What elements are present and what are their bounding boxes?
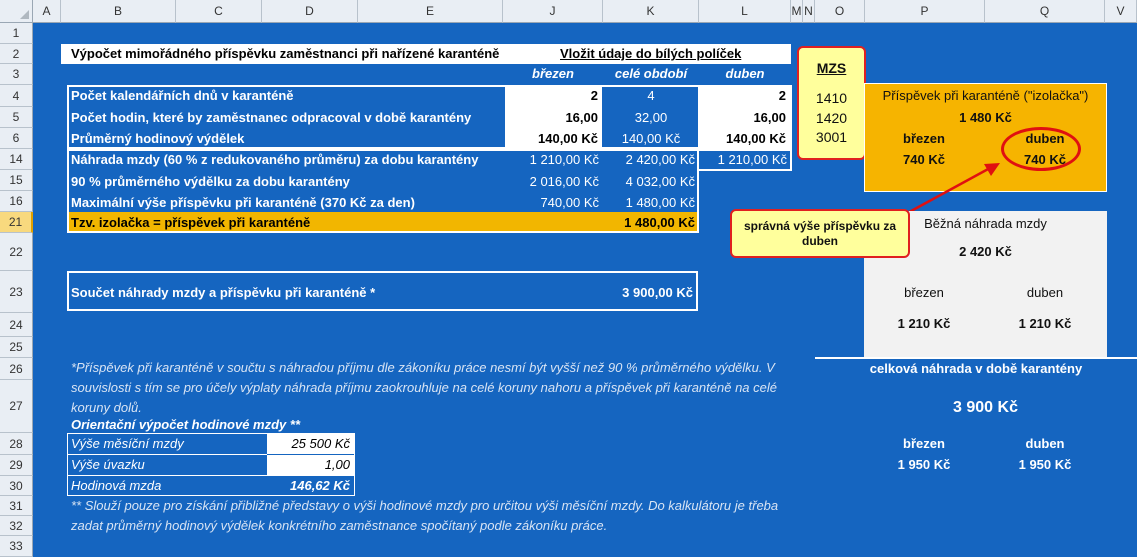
row-header[interactable]: 5 [0, 107, 33, 128]
label-hodinova-mzda: Hodinová mzda [71, 478, 162, 493]
cell-max-brezen[interactable]: 740,00 Kč [540, 195, 599, 210]
col-label-brezen: březen [532, 66, 574, 81]
cell-soucet-value[interactable]: 3 900,00 Kč [622, 285, 693, 300]
label-prumerny-vydelek: Průměrný hodinový výdělek [71, 131, 245, 146]
row-header[interactable]: 4 [0, 85, 33, 107]
celkova-title: celková náhrada v době karantény [869, 361, 1083, 376]
row-header[interactable]: 2 [0, 44, 33, 64]
input-hint: Vložit údaje do bílých políček [560, 46, 742, 61]
col-label-duben: duben [725, 66, 765, 81]
row-header[interactable]: 6 [0, 128, 33, 149]
mzs-code-1: 1410 [815, 90, 848, 106]
label-90-procent: 90 % průměrného výdělku za dobu karantény [71, 174, 350, 189]
cell-dny-celkem[interactable]: 4 [647, 88, 655, 103]
column-header-e[interactable]: E [358, 0, 503, 23]
cell-max-celkem[interactable]: 1 480,00 Kč [625, 195, 695, 210]
celkova-total: 3 900 Kč [953, 399, 1018, 416]
orientacni-title: Orientační výpočet hodinové mzdy ** [71, 417, 300, 432]
label-soucet: Součet náhrady mzdy a příspěvku při karanténě * [71, 285, 376, 300]
prispevek-duben-value: 740 Kč [1024, 152, 1066, 167]
column-header-k[interactable]: K [603, 0, 699, 23]
cell-vydelek-duben[interactable]: 140,00 Kč [726, 131, 786, 146]
mzs-code-3: 3001 [815, 129, 848, 145]
cell-nahrada-brezen[interactable]: 1 210,00 Kč [529, 152, 599, 167]
label-mesicni-mzda: Výše měsíční mzdy [71, 436, 184, 451]
row-header-selected[interactable]: 21 [0, 212, 33, 233]
prispevek-total: 1 480 Kč [959, 110, 1012, 125]
cell-90-brezen[interactable]: 2 016,00 Kč [529, 174, 599, 189]
cell-vydelek-brezen[interactable]: 140,00 Kč [538, 131, 598, 146]
prispevek-title: Příspěvek při karanténě ("izolačka") [882, 88, 1089, 103]
label-uvazek: Výše úvazku [71, 457, 145, 472]
cell-dny-brezen[interactable]: 2 [590, 88, 598, 103]
row-header[interactable]: 15 [0, 170, 33, 191]
row-header[interactable]: 3 [0, 64, 33, 85]
border-line [815, 357, 1137, 359]
input-uvazek[interactable]: 1,00 [324, 457, 350, 472]
cell-hodiny-duben[interactable]: 16,00 [753, 110, 786, 125]
celkova-duben-value: 1 950 Kč [1018, 457, 1072, 472]
mzs-code-2: 1420 [815, 110, 848, 126]
row-header[interactable]: 32 [0, 516, 33, 536]
label-max-prispevek: Maximální výše příspěvku při karanténě (370 Kč za den) [71, 195, 415, 210]
row-header[interactable]: 29 [0, 455, 33, 476]
cell-hodiny-celkem[interactable]: 32,00 [634, 110, 668, 125]
row-header[interactable]: 24 [0, 313, 33, 337]
column-header-l[interactable]: L [699, 0, 791, 23]
row-header[interactable]: 28 [0, 433, 33, 455]
column-header-c[interactable]: C [176, 0, 262, 23]
row-header[interactable]: 30 [0, 476, 33, 496]
footnote-2: ** Slouží pouze pro získání přibližné představy o výši hodinové mzdy pro určitou výši měsíční mzdy. Do kalkulátoru je třeba zadat průměrný hodinový výdělek konkrétního zaměstnance spočítaný podle zákoníku práce. [71, 498, 779, 533]
prispevek-brezen-label: březen [903, 131, 945, 146]
cell-hodinova-mzda[interactable]: 146,62 Kč [290, 478, 350, 493]
row-header[interactable]: 31 [0, 496, 33, 516]
celkova-brezen-value: 1 950 Kč [897, 457, 951, 472]
row-header[interactable]: 1 [0, 23, 33, 44]
cell-dny-duben[interactable]: 2 [778, 88, 786, 103]
footnote-1: *Příspěvek při karanténě v součtu s náhradou příjmu dle zákoníku práce nesmí být vyšší než 90 % průměrného výdělku. V souvislosti s tím se pro účely výplaty náhrada příjmu zaokrouhluje na celé koruny nahoru a příspěvek při karanténě na celé koruny dolů. [71, 360, 777, 415]
label-hodiny: Počet hodin, které by zaměstnanec odpracoval v době karantény [71, 110, 472, 125]
row-header[interactable]: 14 [0, 149, 33, 170]
column-header-d[interactable]: D [262, 0, 358, 23]
column-header-j[interactable]: J [503, 0, 603, 23]
row-header[interactable]: 26 [0, 358, 33, 380]
label-kalendarni-dny: Počet kalendářních dnů v karanténě [71, 88, 294, 103]
label-izolacka: Tzv. izolačka = příspěvek při karanténě [71, 215, 311, 230]
row-header[interactable]: 23 [0, 271, 33, 313]
column-header-b[interactable]: B [61, 0, 176, 23]
celkova-duben-label: duben [1025, 436, 1065, 451]
column-header-p[interactable]: P [865, 0, 985, 23]
callout-text: správná výše příspěvku za duben [743, 219, 897, 248]
prispevek-brezen-value: 740 Kč [903, 152, 945, 167]
bezna-brezen-value: 1 210 Kč [897, 316, 951, 331]
column-header-q[interactable]: Q [985, 0, 1105, 23]
bezna-duben-value: 1 210 Kč [1018, 316, 1072, 331]
row-header[interactable]: 16 [0, 191, 33, 212]
row-header[interactable]: 33 [0, 536, 33, 557]
column-header-m[interactable]: M [791, 0, 803, 23]
column-header-o[interactable]: O [815, 0, 865, 23]
col-label-cele-obdobi: celé období [614, 66, 688, 81]
bezna-brezen-label: březen [904, 285, 944, 300]
cell-nahrada-celkem[interactable]: 2 420,00 Kč [625, 152, 695, 167]
bezna-duben-label: duben [1026, 285, 1064, 300]
cell-vydelek-celkem[interactable]: 140,00 Kč [621, 131, 681, 146]
column-header-n[interactable]: N [803, 0, 815, 23]
row-header[interactable]: 25 [0, 337, 33, 358]
row-header[interactable]: 27 [0, 380, 33, 433]
cell-izolacka-celkem[interactable]: 1 480,00 Kč [624, 215, 695, 230]
column-header-a[interactable]: A [33, 0, 61, 23]
celkova-brezen-label: březen [903, 436, 945, 451]
sheet-title: Výpočet mimořádného příspěvku zaměstnanci při nařízené karanténě [71, 46, 500, 61]
column-header-v[interactable]: V [1105, 0, 1137, 23]
label-nahrada-mzdy: Náhrada mzdy (60 % z redukovaného průměru) za dobu karantény [71, 152, 479, 167]
input-mesicni-mzda[interactable]: 25 500 Kč [291, 436, 350, 451]
prispevek-duben-label: duben [1025, 131, 1065, 146]
bezna-title: Běžná náhrada mzdy [924, 216, 1047, 231]
row-header[interactable]: 22 [0, 233, 33, 271]
bezna-total: 2 420 Kč [959, 244, 1012, 259]
mzs-title: MZS [816, 60, 847, 76]
cell-nahrada-duben[interactable]: 1 210,00 Kč [717, 152, 787, 167]
cell-hodiny-brezen[interactable]: 16,00 [565, 110, 598, 125]
cell-90-celkem[interactable]: 4 032,00 Kč [625, 174, 695, 189]
